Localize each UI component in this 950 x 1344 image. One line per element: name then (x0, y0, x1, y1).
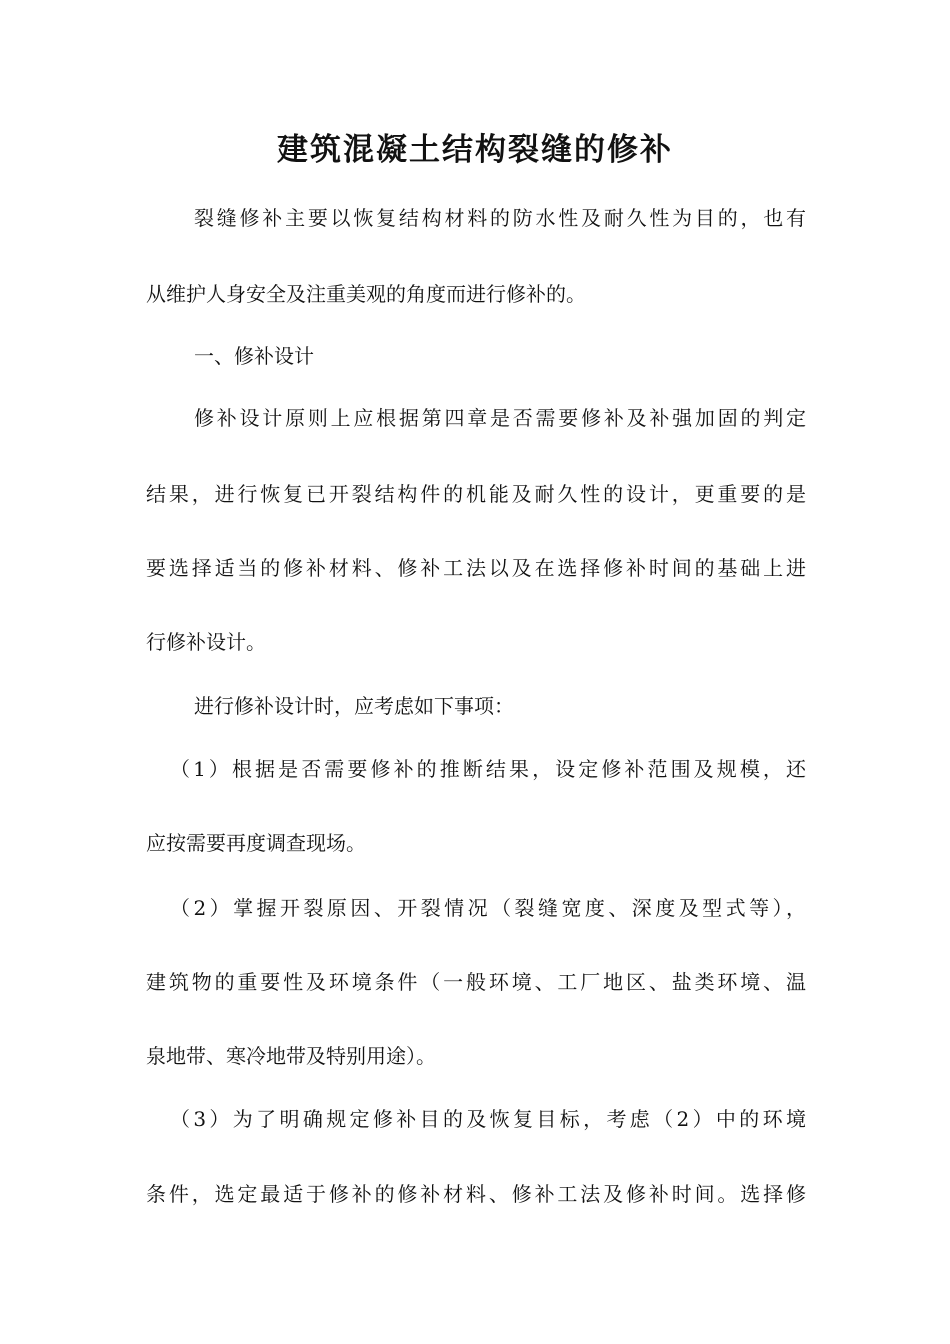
list-item-line: （2）掌握开裂原因、开裂情况（裂缝宽度、深度及型式等）， (170, 896, 806, 920)
paragraph-line: 进行修补设计时，应考虑如下事项： (194, 694, 514, 718)
paragraph-line: 行修补设计。 (146, 630, 266, 654)
paragraph-line: 裂缝修补主要以恢复结构材料的防水性及耐久性为目的，也有 (194, 206, 806, 230)
section-heading: 一、修补设计 (194, 344, 314, 368)
paragraph-line: 从维护人身安全及注重美观的角度而进行修补的。 (146, 282, 586, 306)
paragraph-line: 要选择适当的修补材料、修补工法以及在选择修补时间的基础上进 (146, 556, 806, 580)
paragraph-line: 结果，进行恢复已开裂结构件的机能及耐久性的设计，更重要的是 (146, 482, 806, 506)
list-item-line: （3）为了明确规定修补目的及恢复目标，考虑（2）中的环境 (170, 1107, 806, 1131)
list-item-line: 应按需要再度调查现场。 (146, 831, 366, 855)
document-title: 建筑混凝土结构裂缝的修补 (277, 132, 673, 168)
paragraph-line: 修补设计原则上应根据第四章是否需要修补及补强加固的判定 (194, 406, 806, 430)
list-item-line: 建筑物的重要性及环境条件（一般环境、工厂地区、盐类环境、温 (146, 970, 806, 994)
list-item-line: 泉地带、寒冷地带及特别用途）。 (146, 1044, 436, 1068)
list-item-line: （1）根据是否需要修补的推断结果，设定修补范围及规模，还 (170, 757, 806, 781)
list-item-line: 条件，选定最适于修补的修补材料、修补工法及修补时间。选择修 (146, 1182, 806, 1206)
